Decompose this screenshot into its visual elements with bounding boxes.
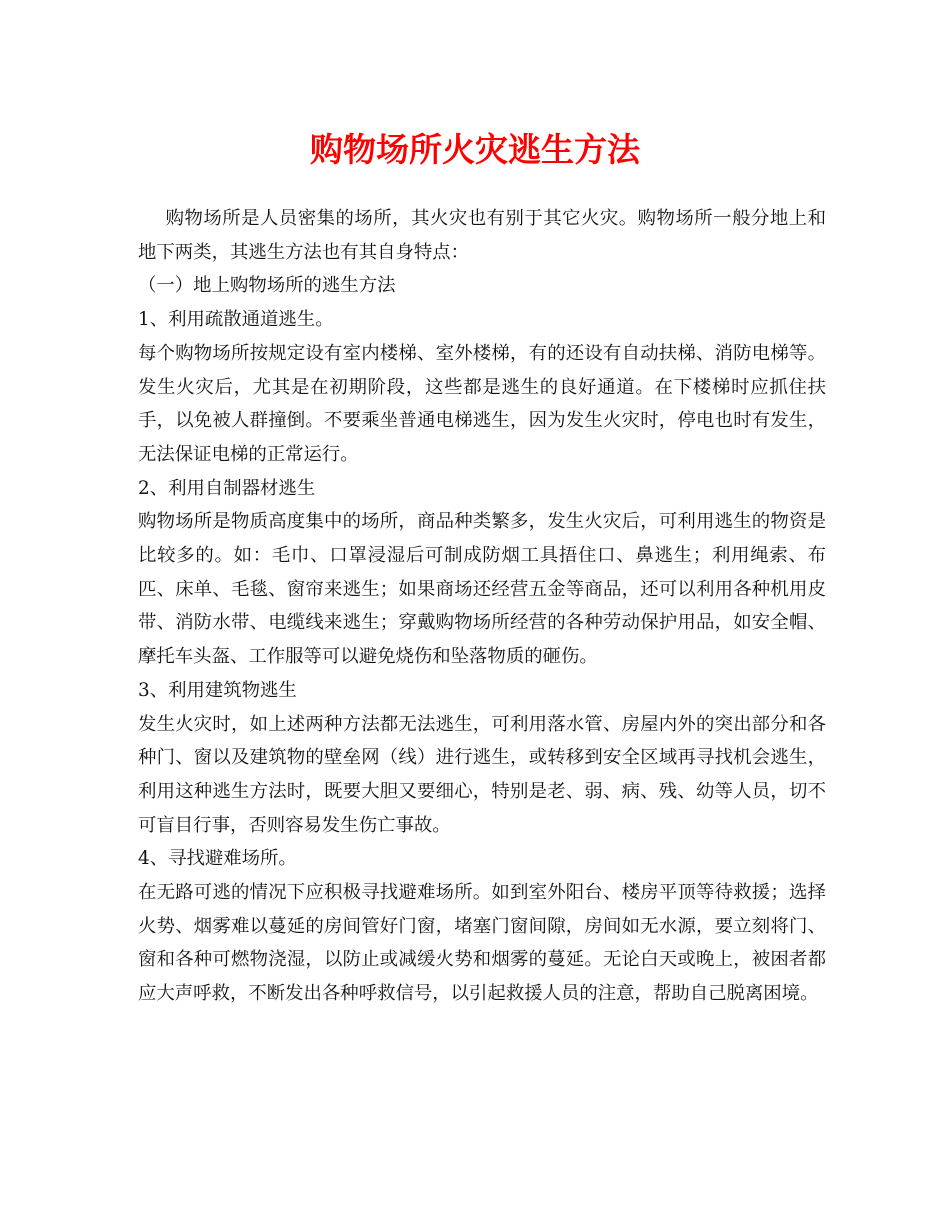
paragraph-evacuation-passage: 每个购物场所按规定设有室内楼梯、室外楼梯，有的还设有自动扶梯、消防电梯等。发生火灾后，尤其是在初期阶段，这些都是逃生的良好通道。在下楼梯时应抓住扶手，以免被人群撞倒。不要乘坐普通电梯逃生，因为发生火灾时，停电也时有发生，无法保证电梯的正常运行。 xyxy=(138,342,826,465)
item-heading-refuge-place: 4、寻找避难场所。 xyxy=(138,848,297,870)
section-heading-above-ground: （一）地上购物场所的逃生方法 xyxy=(138,275,396,297)
document-title: 购物场所火灾逃生方法 xyxy=(310,130,640,169)
paragraph-building-escape: 发生火灾时，如上述两种方法都无法逃生，可利用落水管、房屋内外的突出部分和各种门、窗以及建筑物的壁垒网（线）进行逃生，或转移到安全区域再寻找机会逃生，利用这种逃生方法时，既要大胆又要细心，特别是老、弱、病、残、幼等人员，切不可盲目行事，否则容易发生伤亡事故。 xyxy=(138,713,826,836)
item-heading-evacuation-passage: 1、利用疏散通道逃生。 xyxy=(138,309,334,331)
item-heading-self-made-equipment: 2、利用自制器材逃生 xyxy=(138,477,316,499)
paragraph-self-made-equipment: 购物场所是物质高度集中的场所，商品种类繁多，发生火灾后，可利用逃生的物资是比较多的。如：毛巾、口罩浸湿后可制成防烟工具捂住口、鼻逃生；利用绳索、布匹、床单、毛毯、窗帘来逃生；如果商场还经营五金等商品，还可以利用各种机用皮带、消防水带、电缆线来逃生；穿戴购物场所经营的各种劳动保护用品，如安全帽、摩托车头盔、工作服等可以避免烧伤和坠落物质的砸伤。 xyxy=(138,511,826,668)
document-body xyxy=(138,202,826,1011)
item-heading-building-escape: 3、利用建筑物逃生 xyxy=(138,679,297,701)
paragraph-refuge-place: 在无路可逃的情况下应积极寻找避难场所。如到室外阳台、楼房平顶等待救援；选择火势、烟雾难以蔓延的房间管好门窗，堵塞门窗间隙，房间如无水源，要立刻将门、窗和各种可燃物浇湿，以防止或减缓火势和烟雾的蔓延。无论白天或晚上，被困者都应大声呼救，不断发出各种呼救信号，以引起救援人员的注意，帮助自己脱离困境。 xyxy=(138,882,826,1005)
intro-paragraph: 购物场所是人员密集的场所，其火灾也有别于其它火灾。购物场所一般分地上和地下两类，其逃生方法也有其自身特点： xyxy=(138,208,826,263)
